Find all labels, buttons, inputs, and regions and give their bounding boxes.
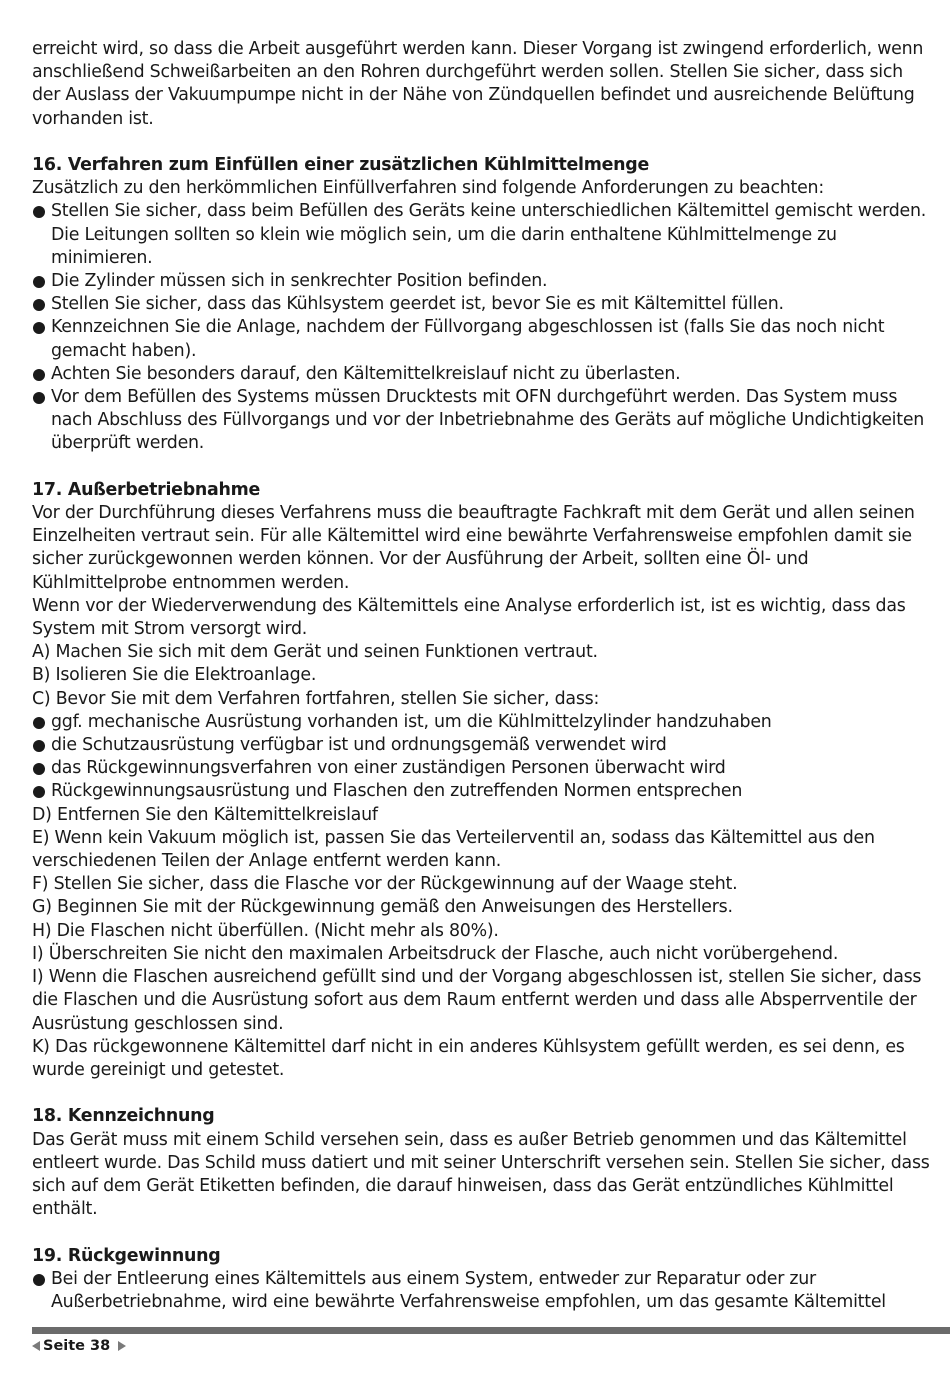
list-item: das Rückgewinnungsverfahren von einer zuständigen Personen überwacht wird (32, 757, 932, 780)
bullet-icon (33, 206, 45, 218)
list-item: Rückgewinnungsausrüstung und Flaschen den zutreffenden Normen entsprechen (32, 780, 932, 803)
section-18-heading: 18. Kennzeichnung (32, 1106, 215, 1127)
bullet-icon (33, 276, 45, 288)
document-body (32, 38, 932, 1314)
step-j: I) Wenn die Flaschen ausreichend gefüllt sind und der Vorgang abgeschlossen ist, stellen Sie sicher, dass die Flaschen und die Ausrüstung sofort aus dem Raum entfernt werden und dass alle Absperrventile der Ausrüstung geschlossen sind. (32, 967, 922, 1034)
list-item: Stellen Sie sicher, dass beim Befüllen des Geräts keine unterschiedlichen Kältemittel gemischt werden. Die Leitungen sollten so klein wie möglich sein, um die darin enthaltene Kühlmittelmenge zu minimieren. (32, 200, 932, 270)
step-e: E) Wenn kein Vakuum möglich ist, passen Sie das Verteilerventil an, sodass das Kältemittel aus den verschiedenen Teilen der Anlage entfernt werden kann. (32, 827, 875, 872)
list-item: Stellen Sie sicher, dass das Kühlsystem geerdet ist, bevor Sie es mit Kältemittel füllen. (32, 293, 932, 316)
section-17-bullet-list (32, 711, 932, 804)
step-g: G) Beginnen Sie mit der Rückgewinnung gemäß den Anweisungen des Herstellers. (32, 897, 733, 918)
bullet-icon (33, 392, 45, 404)
list-item: ggf. mechanische Ausrüstung vorhanden ist, um die Kühlmittelzylinder handzuhaben (32, 711, 932, 734)
bullet-icon (33, 1274, 45, 1286)
section-19-bullet-list (32, 1268, 932, 1314)
section-16-heading: 16. Verfahren zum Einfüllen einer zusätzlichen Kühlmittelmenge (32, 155, 650, 175)
section-19 (32, 1245, 932, 1315)
step-f: F) Stellen Sie sicher, dass die Flasche vor der Rückgewinnung auf der Waage steht. (32, 874, 738, 895)
step-c: C) Bevor Sie mit dem Verfahren fortfahren, stellen Sie sicher, dass: (32, 688, 600, 709)
page-footer (32, 1336, 126, 1356)
section-17-heading: 17. Außerbetriebnahme (32, 479, 261, 500)
list-item: Vor dem Befüllen des Systems müssen Drucktests mit OFN durchgeführt werden. Das System muss nach Abschluss des Füllvorgangs und vor der Inbetriebnahme des Geräts auf mögliche Undichtigkeiten überprüft werden. (32, 386, 932, 456)
section-17 (32, 479, 932, 1082)
section-19-heading: 19. Rückgewinnung (32, 1245, 221, 1266)
bullet-icon (33, 369, 45, 381)
section-17-paragraph-1: Vor der Durchführung dieses Verfahrens muss die beauftragte Fachkraft mit dem Gerät und allen seinen Einzelheiten vertraut sein. Für alle Kältemittel wird eine bewährte Verfahrensweise empfohlen damit sie sicher zurückgewonnen werden können. Vor der Ausführung der Arbeit, sollten eine Öl- und Kühlmittelprobe entnommen werden. (32, 503, 915, 593)
step-h: H) Die Flaschen nicht überfüllen. (Nicht mehr als 80%). (32, 920, 499, 941)
list-item: Die Zylinder müssen sich in senkrechter Position befinden. (32, 270, 932, 293)
list-item: Achten Sie besonders darauf, den Kältemittelkreislauf nicht zu überlasten. (32, 363, 932, 386)
list-item: Kennzeichnen Sie die Anlage, nachdem der Füllvorgang abgeschlossen ist (falls Sie das noch nicht gemacht haben). (32, 316, 932, 362)
next-page-icon (118, 1341, 126, 1351)
step-b: B) Isolieren Sie die Elektroanlage. (32, 665, 317, 686)
step-i: I) Überschreiten Sie nicht den maximalen Arbeitsdruck der Flasche, auch nicht vorübergehend. (32, 943, 839, 964)
section-16 (32, 154, 932, 456)
section-16-intro: Zusätzlich zu den herkömmlichen Einfüllverfahren sind folgende Anforderungen zu beachten: (32, 178, 824, 199)
bullet-icon (33, 786, 45, 798)
intro-paragraph: erreicht wird, so dass die Arbeit ausgeführt werden kann. Dieser Vorgang ist zwingend erforderlich, wenn anschließend Schweißarbeiten an den Rohren durchgeführt werden sollen. Stellen Sie sicher, dass sich der Auslass der Vakuumpumpe nicht in der Nähe von Zündquellen befindet und ausreichende Belüftung vorhanden ist. (32, 39, 924, 129)
step-a: A) Machen Sie sich mit dem Gerät und seinen Funktionen vertraut. (32, 642, 598, 663)
page-number: Seite 38 (43, 1338, 111, 1354)
list-item: Bei der Entleerung eines Kältemittels aus einem System, entweder zur Reparatur oder zur Außerbetriebnahme, wird eine bewährte Verfahrensweise empfohlen, um das gesamte Kältemittel (32, 1268, 932, 1314)
section-18-paragraph: Das Gerät muss mit einem Schild versehen sein, dass es außer Betrieb genommen und das Kältemittel entleert wurde. Das Schild muss datiert und mit seiner Unterschrift versehen sein. Stellen Sie sicher, dass sich auf dem Gerät Etiketten befinden, die darauf hinweisen, dass das Gerät entzündliches Kühlmittel enthält. (32, 1129, 930, 1220)
bullet-icon (33, 717, 45, 729)
list-item: die Schutzausrüstung verfügbar ist und ordnungsgemäß verwendet wird (32, 734, 932, 757)
bullet-icon (33, 299, 45, 311)
previous-page-icon (32, 1341, 40, 1351)
section-16-bullet-list (32, 200, 932, 455)
section-18 (32, 1105, 932, 1221)
bullet-icon (33, 322, 45, 334)
step-d: D) Entfernen Sie den Kältemittelkreislauf (32, 804, 378, 825)
bullet-icon (33, 763, 45, 775)
bullet-icon (33, 740, 45, 752)
footer-divider (32, 1327, 950, 1334)
step-k: K) Das rückgewonnene Kältemittel darf nicht in ein anderes Kühlsystem gefüllt werden, es sei denn, es wurde gereinigt und getestet. (32, 1036, 905, 1080)
section-17-paragraph-2: Wenn vor der Wiederverwendung des Kältemittels eine Analyse erforderlich ist, ist es wichtig, dass das System mit Strom versorgt wird. (32, 595, 906, 640)
